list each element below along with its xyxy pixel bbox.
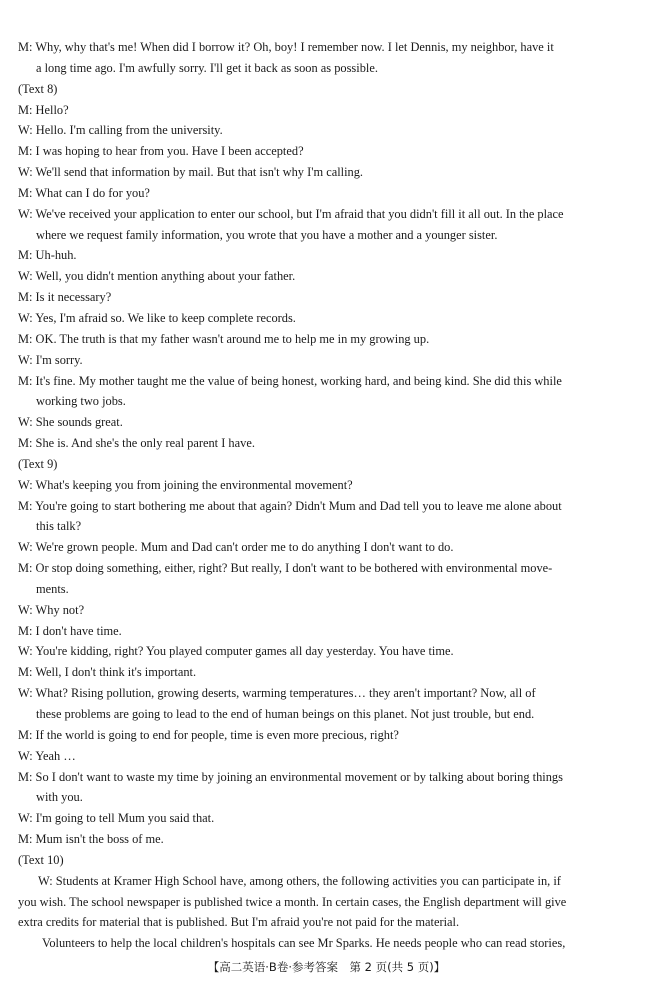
transcript-line: W: I'm sorry.: [18, 352, 83, 367]
transcript-line: M: I was hoping to hear from you. Have I been accepted?: [18, 144, 304, 159]
transcript-line: W: Yes, I'm afraid so. We like to keep complete records.: [18, 310, 296, 325]
transcript-line: M: Is it necessary?: [18, 290, 112, 305]
transcript-line: W: Why not?: [18, 602, 85, 617]
transcript-line: extra credits for material that is published. But I'm afraid you're not paid for the material.: [18, 915, 460, 930]
transcript-line: M: Uh-huh.: [18, 248, 77, 263]
transcript-line: W: We'll send that information by mail. But that isn't why I'm calling.: [18, 165, 364, 180]
transcript-body: [18, 37, 638, 954]
transcript-line: these problems are going to lead to the end of human beings on this planet. Not just trouble, but end.: [36, 707, 535, 721]
transcript-line: M: It's fine. My mother taught me the value of being honest, working hard, and being kind. She did this while: [18, 373, 562, 388]
transcript-line: working two jobs.: [36, 394, 126, 409]
transcript-line: M: Why, why that's me! When did I borrow it? Oh, boy! I remember now. I let Dennis, my neighbor, have it: [18, 40, 554, 54]
transcript-line: M: OK. The truth is that my father wasn't around me to help me in my growing up.: [18, 331, 430, 346]
text-section-label: (Text 10): [18, 852, 64, 867]
transcript-line: M: Mum isn't the boss of me.: [18, 832, 164, 847]
transcript-line: ments.: [36, 581, 69, 596]
transcript-line: M: Hello?: [18, 102, 69, 117]
text-section-label: (Text 9): [18, 456, 58, 471]
transcript-line: W: We've received your application to enter our school, but I'm afraid that you didn't fill it all out. In the place: [18, 206, 564, 221]
page-footer: 【高二英语·B卷·参考答案 第 2 页(共 5 页)】: [207, 960, 446, 974]
transcript-line: W: Hello. I'm calling from the university.: [18, 123, 223, 138]
transcript-line: you wish. The school newspaper is published twice a month. In certain cases, the English department will give: [18, 894, 567, 909]
transcript-line: W: You're kidding, right? You played computer games all day yesterday. You have time.: [18, 644, 454, 659]
transcript-line: where we request family information, you wrote that you have a mother and a younger sister.: [36, 227, 498, 242]
transcript-line: M: So I don't want to waste my time by joining an environmental movement or by talking about boring things: [18, 769, 563, 784]
transcript-line: M: You're going to start bothering me about that again? Didn't Mum and Dad tell you to leave me alone about: [18, 498, 562, 513]
text-section-label: (Text 8): [18, 81, 58, 96]
transcript-line: M: If the world is going to end for people, time is even more precious, right?: [18, 727, 399, 742]
transcript-line: W: I'm going to tell Mum you said that.: [18, 811, 215, 826]
transcript-line: Volunteers to help the local children's hospitals can see Mr Sparks. He needs people who can read stories,: [42, 936, 566, 951]
transcript-line: with you.: [36, 790, 83, 805]
transcript-line: this talk?: [36, 519, 82, 534]
transcript-line: W: What's keeping you from joining the environmental movement?: [18, 477, 353, 492]
transcript-line: W: What? Rising pollution, growing deserts, warming temperatures… they aren't important? Now, all of: [18, 686, 536, 701]
transcript-line: M: She is. And she's the only real parent I have.: [18, 436, 255, 451]
transcript-line: W: We're grown people. Mum and Dad can't order me to do anything I don't want to do.: [18, 540, 454, 555]
transcript-line: M: What can I do for you?: [18, 185, 150, 200]
transcript-line: W: She sounds great.: [18, 415, 123, 430]
transcript-line: W: Well, you didn't mention anything about your father.: [18, 269, 296, 284]
transcript-line: W: Yeah …: [18, 748, 76, 763]
transcript-line: W: Students at Kramer High School have, among others, the following activities you can participate in, if: [38, 873, 561, 888]
transcript-line: M: I don't have time.: [18, 623, 122, 638]
transcript-line: M: Or stop doing something, either, right? But really, I don't want to be bothered with environmental move-: [18, 561, 553, 576]
transcript-line: M: Well, I don't think it's important.: [18, 665, 197, 680]
transcript-line: a long time ago. I'm awfully sorry. I'll get it back as soon as possible.: [36, 60, 378, 75]
